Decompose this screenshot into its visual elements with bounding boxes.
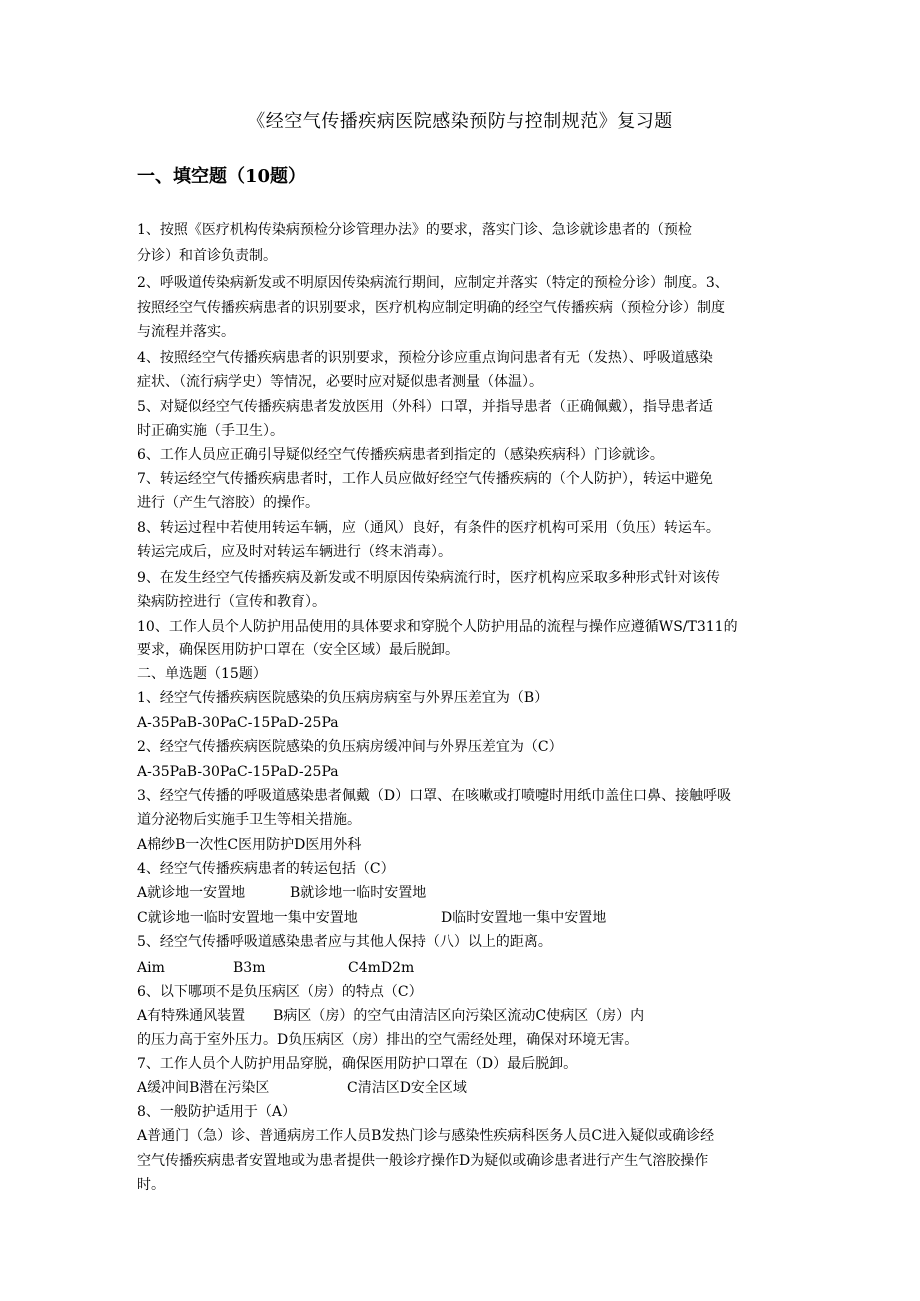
text-line: 2、经空气传播疾病医院感染的负压病房缓冲间与外界压差宜为（C） bbox=[137, 739, 563, 755]
section-heading-fill-in: 一、填空题（10题） bbox=[137, 166, 307, 187]
text-line: 10、工作人员个人防护用品使用的具体要求和穿脱个人防护用品的流程与操作应遵循WS/T311的 bbox=[137, 619, 738, 635]
text-line: A普通门（急）诊、普通病房工作人员B发热门诊与感染性疾病科医务人员C进入疑似或确诊经 bbox=[137, 1128, 715, 1144]
text-line: 按照经空气传播疾病患者的识别要求，医疗机构应制定明确的经空气传播疾病（预检分诊）制度 bbox=[137, 300, 725, 316]
section-heading-single-choice: 二、单选题（15题） bbox=[137, 666, 267, 682]
option-text: A就诊地一安置地 bbox=[137, 885, 246, 901]
text-line: 的压力高于室外压力。D负压病区（房）排出的空气需经处理，确保对环境无害。 bbox=[137, 1032, 639, 1048]
text-line: 2、呼吸道传染病新发或不明原因传染病流行期间，应制定并落实（特定的预检分诊）制度。3、 bbox=[137, 275, 729, 291]
text-line: 5、对疑似经空气传播疾病患者发放医用（外科）口罩，并指导患者（正确佩戴），指导患者适 bbox=[137, 399, 713, 415]
text-line: 8、一般防护适用于（A） bbox=[137, 1104, 297, 1120]
text-line: 6、工作人员应正确引导疑似经空气传播疾病患者到指定的（感染疾病科）门诊就诊。 bbox=[137, 447, 664, 463]
text-line: 8、转运过程中若使用转运车辆，应（通风）良好，有条件的医疗机构可采用（负压）转运车。 bbox=[137, 520, 720, 536]
text-line: 3、经空气传播的呼吸道感染患者佩戴（D）口罩、在咳嗽或打喷嚏时用纸巾盖住口鼻、接触呼吸 bbox=[137, 788, 732, 804]
text-line: A-35PaB-30PaC-15PaD-25Pa bbox=[137, 764, 339, 780]
text-line: 1、按照《医疗机构传染病预检分诊管理办法》的要求，落实门诊、急诊就诊患者的（预检 bbox=[137, 222, 692, 238]
text-line: 要求，确保医用防护口罩在（安全区域）最后脱卸。 bbox=[137, 642, 459, 658]
text-line: 道分泌物后实施手卫生等相关措施。 bbox=[137, 812, 361, 828]
option-text: B3m bbox=[233, 960, 266, 976]
option-text: C就诊地一临时安置地一集中安置地 bbox=[137, 910, 358, 926]
text-line: A棉纱B一次性C医用防护D医用外科 bbox=[137, 837, 362, 853]
text-line: A-35PaB-30PaC-15PaD-25Pa bbox=[137, 715, 339, 731]
option-text: Aim bbox=[137, 960, 165, 976]
text-line: 1、经空气传播疾病医院感染的负压病房病室与外界压差宜为（B） bbox=[137, 690, 549, 706]
text-line: 4、按照经空气传播疾病患者的识别要求，预检分诊应重点询问患者有无（发热）、呼吸道感染 bbox=[137, 350, 713, 366]
text-line: 时。 bbox=[137, 1177, 165, 1193]
text-line: 5、经空气传播呼吸道感染患者应与其他人保持（八）以上的距离。 bbox=[137, 934, 552, 950]
text-line: 染病防控进行（宣传和教育）。 bbox=[137, 594, 326, 610]
text-line: 7、转运经空气传播疾病患者时，工作人员应做好经空气传播疾病的（个人防护），转运中避免 bbox=[137, 471, 713, 487]
text-line: 分诊）和首诊负责制。 bbox=[137, 248, 277, 264]
text-line: 空气传播疾病患者安置地或为患者提供一般诊疗操作D为疑似或确诊患者进行产生气溶胶操作 bbox=[137, 1153, 709, 1169]
option-text: D临时安置地一集中安置地 bbox=[441, 910, 607, 926]
text-line: 转运完成后，应及时对转运车辆进行（终末消毒）。 bbox=[137, 544, 452, 560]
text-line: 7、工作人员个人防护用品穿脱，确保医用防护口罩在（D）最后脱卸。 bbox=[137, 1056, 578, 1072]
option-text: C清洁区D安全区域 bbox=[347, 1080, 467, 1096]
text-line: 与流程并落实。 bbox=[137, 324, 235, 340]
text-line: 6、以下哪项不是负压病区（房）的特点（C） bbox=[137, 984, 423, 1000]
text-line: 进行（产生气溶胶）的操作。 bbox=[137, 495, 319, 511]
document-title: 《经空气传播疾病医院感染预防与控制规范》复习题 bbox=[247, 111, 673, 132]
text-line: 症状、（流行病学史）等情况，必要时应对疑似患者测量（体温）。 bbox=[137, 374, 543, 390]
option-text: A缓冲间B潜在污染区 bbox=[137, 1080, 270, 1096]
text-line: 时正确实施（手卫生）。 bbox=[137, 423, 284, 439]
text-line: 9、在发生经空气传播疾病及新发或不明原因传染病流行时，医疗机构应采取多种形式针对该传 bbox=[137, 570, 720, 586]
option-text: C4mD2m bbox=[348, 960, 415, 976]
option-text: B就诊地一临时安置地 bbox=[290, 885, 427, 901]
text-line: A有特殊通风装置 B病区（房）的空气由清洁区向污染区流动C使病区（房）内 bbox=[137, 1008, 645, 1024]
text-line: 4、经空气传播疾病患者的转运包括（C） bbox=[137, 861, 395, 877]
